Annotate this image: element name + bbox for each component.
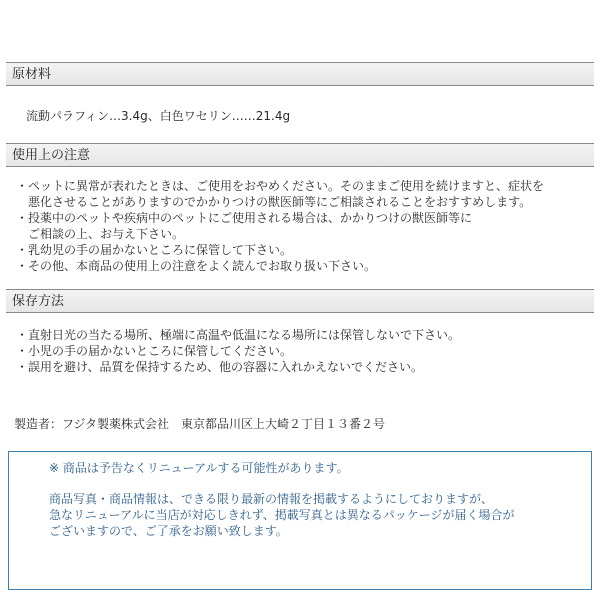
storage-title: 保存方法 — [12, 294, 65, 309]
precaution-line: ・乳幼児の手の届かないところに保管して下さい。 — [16, 243, 293, 257]
precaution-line: ・ペットに異常が表れたときは、ご使用をおやめください。そのままご使用を続けますと、症状を — [16, 179, 545, 193]
notice-paragraph-line: ございますので、ご了承をお願い致します。 — [49, 524, 288, 538]
notice-paragraph-line: 急なリニューアルに当店が対応しきれず、掲載写真とは異なるパッケージが届く場合が — [49, 508, 515, 522]
notice-paragraph-line: 商品写真・商品情報は、できる限り最新の情報を掲載するようにしておりますが、 — [49, 492, 494, 506]
ingredients-text: 流動パラフィン…3.4g、白色ワセリン……21.4g — [26, 109, 291, 123]
precaution-line: ご相談の上、お与え下さい。 — [28, 227, 185, 241]
precaution-line: ・その他、本商品の使用上の注意をよく読んでお取り扱い下さい。 — [16, 259, 377, 273]
storage-line: ・誤用を避け、品質を保持するため、他の容器に入れかえないでください。 — [16, 360, 424, 374]
storage-header — [6, 289, 594, 313]
manufacturer-text: 製造者：フジタ製薬株式会社 東京都品川区上大崎２丁目１３番２号 — [14, 417, 386, 431]
ingredients-header — [6, 62, 594, 86]
precautions-header — [6, 143, 594, 167]
notice-box — [8, 451, 592, 590]
precautions-title: 使用上の注意 — [12, 148, 91, 163]
precaution-line: 悪化させることがありますのでかかりつけの獣医師等にご相談されることをおすすめします。 — [28, 195, 532, 209]
storage-line: ・小児の手の届かないところに保管してください。 — [16, 344, 293, 358]
ingredients-title: 原材料 — [12, 67, 52, 82]
notice-renewal-line: ※ 商品は予告なくリニューアルする可能性があります。 — [49, 461, 349, 475]
storage-line: ・直射日光の当たる場所、極端に高温や低温になる場所には保管しないで下さい。 — [16, 328, 461, 342]
precaution-line: ・投薬中のペットや疾病中のペットにご使用される場合は、かかりつけの獣医師等に — [16, 211, 473, 225]
